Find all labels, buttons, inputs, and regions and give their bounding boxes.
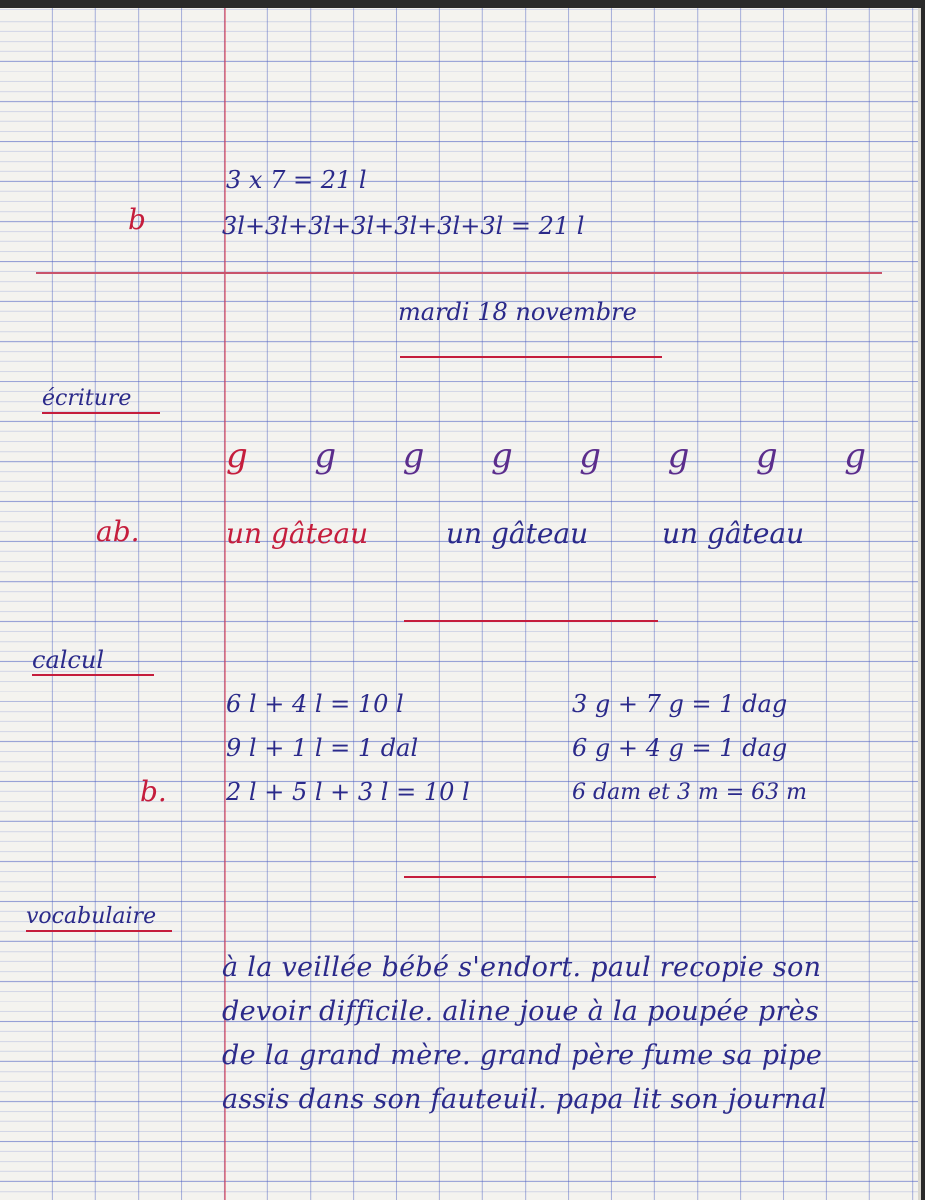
letter-g: g bbox=[579, 436, 602, 476]
calcul-grade-label: b. bbox=[140, 775, 167, 808]
letter-g: g bbox=[755, 436, 778, 476]
vocabulaire-line-3: de la grand mère. grand père fume sa pipe bbox=[222, 1040, 823, 1071]
calc-left-2: 9 l + 1 l = 1 dal bbox=[226, 734, 419, 762]
calc-left-1: 6 l + 4 l = 10 l bbox=[226, 690, 404, 718]
letter-g: g bbox=[402, 436, 425, 476]
word-practice-1: un gâteau bbox=[226, 517, 369, 550]
notebook-page bbox=[0, 8, 921, 1200]
vocabulaire-line-2: devoir difficile. aline joue à la poupée près bbox=[222, 996, 820, 1027]
date-underline bbox=[400, 356, 662, 358]
ecriture-grade-label: ab. bbox=[96, 515, 140, 548]
equation-addition: 3l+3l+3l+3l+3l+3l+3l = 21 l bbox=[222, 212, 585, 240]
date-heading: mardi 18 novembre bbox=[398, 298, 637, 326]
letter-g: g bbox=[226, 436, 248, 476]
letter-g: g bbox=[844, 436, 866, 476]
section-divider bbox=[36, 272, 882, 274]
vocabulaire-line-1: à la veillée bébé s'endort. paul recopie son bbox=[222, 952, 822, 983]
equation-multiplication: 3 x 7 = 21 l bbox=[226, 166, 367, 194]
calc-right-3: 6 dam et 3 m = 63 m bbox=[572, 780, 808, 805]
vocabulaire-heading: vocabulaire bbox=[26, 906, 172, 932]
letter-g: g bbox=[490, 436, 513, 476]
calc-right-1: 3 g + 7 g = 1 dag bbox=[572, 690, 788, 718]
vocabulaire-line-4: assis dans son fauteuil. papa lit son journal bbox=[222, 1084, 827, 1115]
calcul-heading: calcul bbox=[32, 648, 154, 676]
letter-g: g bbox=[667, 436, 690, 476]
calc-left-3: 2 l + 5 l + 3 l = 10 l bbox=[226, 778, 470, 806]
word-practice-3: un gâteau bbox=[662, 517, 805, 550]
word-practice-2: un gâteau bbox=[446, 517, 589, 550]
section-divider bbox=[404, 620, 658, 622]
calc-right-2: 6 g + 4 g = 1 dag bbox=[572, 734, 788, 762]
ecriture-heading: écriture bbox=[42, 388, 160, 414]
letter-g: g bbox=[314, 436, 337, 476]
letter-g-practice-row bbox=[226, 436, 866, 476]
section-divider bbox=[404, 876, 656, 878]
problem-label-b: b bbox=[128, 203, 146, 236]
